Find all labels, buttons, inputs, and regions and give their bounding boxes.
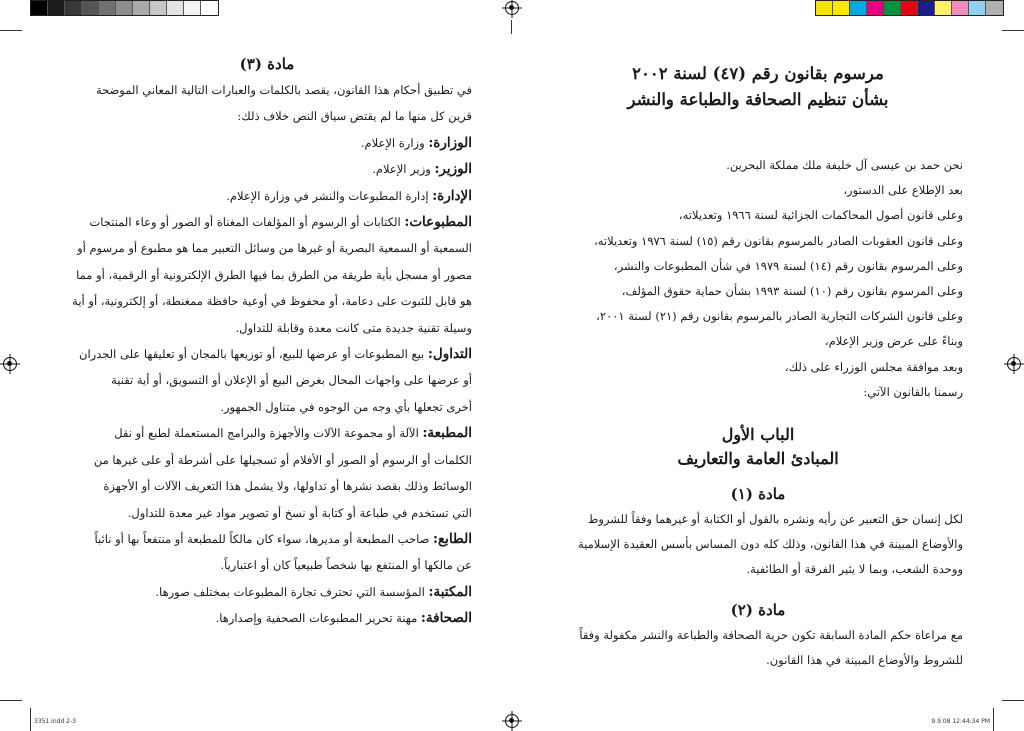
definition-continuation-line: أخرى تجعلها بأي وجه من الوجوه في متناول الجمهور. xyxy=(220,399,472,414)
definition-ministry xyxy=(62,130,472,156)
crop-mark xyxy=(0,30,22,31)
grayscale-calibration-bar xyxy=(30,0,219,16)
crop-mark xyxy=(1002,30,1024,31)
preamble-line: بعد الإطلاع على الدستور، xyxy=(843,183,963,198)
gray-swatch xyxy=(99,1,116,15)
right-page xyxy=(553,55,963,673)
color-swatch xyxy=(901,1,918,15)
slug-file-name: 3351.indd 2-3 xyxy=(34,718,76,725)
gray-swatch xyxy=(31,1,48,15)
decree-title-line: بشأن تنظيم الصحافة والطباعة والنشر xyxy=(627,90,889,109)
color-swatch xyxy=(833,1,850,15)
crop-mark xyxy=(511,20,512,34)
definition-continuation-line: أو عرضها على واجهات المحال بغرض البيع أو الإعلان أو التسويق، أو أية تقنية xyxy=(111,373,472,388)
crop-mark xyxy=(1002,700,1024,701)
preamble-line: وعلى قانون أصول المحاكمات الجزائية لسنة ١٩٦٦ وتعديلاته، xyxy=(678,208,963,223)
definition-continuation-line: الكلمات أو الرسوم أو الصور أو الأفلام أو تسجيلها على أشرطة أو على غيرها من xyxy=(93,452,472,467)
gray-swatch xyxy=(150,1,167,15)
definition-text: المؤسسة التي تحترف تجارة المطبوعات بمختلف صورها. xyxy=(155,584,429,599)
definition-term: التداول: xyxy=(427,346,472,363)
preamble-line: وعلى المرسوم بقانون رقم (١٤) لسنة ١٩٧٩ في شأن المطبوعات والنشر، xyxy=(613,258,963,273)
definition-journalism xyxy=(62,605,472,631)
definition-library xyxy=(62,579,472,605)
definition-text: صاحب المطبعة أو مديرها، سواء كان مالكاً للمطبعة أو منتفعاً بها أو نائباً xyxy=(94,531,434,546)
preamble-line: رسمنا بالقانون الآتي: xyxy=(863,384,963,399)
crop-mark xyxy=(993,708,994,731)
slug-timestamp: 9.9.08 12:44:34 PM xyxy=(931,718,990,725)
definition-term: المطبعة: xyxy=(422,425,472,442)
preamble-line: وعلى قانون الشركات التجارية الصادر بالمرسوم بقانون رقم (٢١) لسنة ٢٠٠١، xyxy=(596,309,963,324)
definition-term: الإدارة: xyxy=(432,187,472,204)
crop-mark xyxy=(30,708,31,731)
definition-continuation-line: مصور أو مسجل بأية طريقة من الطرق بما فيها الطرق الإلكترونية أو الرقمية، أو مما xyxy=(76,267,472,282)
definition-term: المكتبة: xyxy=(428,583,472,600)
article-2-line: للشروط والأوضاع المبينة في هذا القانون. xyxy=(766,652,963,667)
definition-continuation-line: هو قابل للثبوت على دعامة، أو محفوظ في أوعية حافظة ممغنطة، أو إلكترونية، أو أية xyxy=(72,294,472,309)
registration-mark-icon xyxy=(3,357,17,371)
definition-printer xyxy=(62,526,472,552)
preamble xyxy=(553,153,963,405)
gray-swatch xyxy=(116,1,133,15)
definition-continuation-line: الوسائط وذلك بقصد نشرها أو تداولها، ولا يشمل هذا التعريف الآلات أو الأجهزة xyxy=(103,479,472,494)
gray-swatch xyxy=(167,1,184,15)
gray-swatch xyxy=(133,1,150,15)
definition-term: الوزارة: xyxy=(428,134,472,151)
preamble-line: وعلى المرسوم بقانون رقم (١٠) لسنة ١٩٩٣ بشأن حماية حقوق المؤلف، xyxy=(621,284,963,299)
gray-swatch xyxy=(184,1,201,15)
article-2 xyxy=(553,601,963,673)
preamble-line: وبعد موافقة مجلس الوزراء على ذلك، xyxy=(784,359,963,374)
article-1 xyxy=(553,485,963,583)
definition-text: مهنة تحرير المطبوعات الصحفية وإصدارها. xyxy=(215,611,421,626)
left-page xyxy=(62,55,472,632)
definition-printing-press xyxy=(62,420,472,446)
gray-swatch xyxy=(48,1,65,15)
decree-title-line: مرسوم بقانون رقم (٤٧) لسنة ٢٠٠٢ xyxy=(632,64,884,83)
article-2-title: مادة (٢) xyxy=(730,600,786,619)
color-calibration-bar xyxy=(815,0,1004,16)
registration-mark-icon xyxy=(505,714,519,728)
definition-term: الصحافة: xyxy=(420,610,472,627)
color-swatch xyxy=(935,1,952,15)
definition-term: المطبوعات: xyxy=(404,214,472,231)
article-2-line: مع مراعاة حكم المادة السابقة تكون حرية الصحافة والطباعة والنشر مكفولة وفقاً xyxy=(579,627,963,642)
article-3-intro-line: قرين كل منها ما لم يقتض سياق النص خلاف ذلك: xyxy=(237,109,472,124)
chapter-subtitle: المبادئ العامة والتعاريف xyxy=(677,449,839,469)
preamble-line: نحن حمد بن عيسى آل خليفة ملك مملكة البحرين. xyxy=(726,158,963,172)
article-3-title: مادة (٣) xyxy=(239,55,295,73)
definition-term: الطابع: xyxy=(433,530,472,547)
color-swatch xyxy=(884,1,901,15)
color-swatch xyxy=(986,1,1003,15)
definition-continuation-line: عن مالكها أو المنتفع بها شخصاً طبيعياً كان أو اعتبارياً. xyxy=(220,558,472,573)
article-1-line: والأوضاع المبينة في هذا القانون، وذلك كله دون المساس بأسس العقيدة الإسلامية xyxy=(577,537,963,552)
article-1-title: مادة (١) xyxy=(730,485,786,504)
definition-term: الوزير: xyxy=(434,161,472,178)
article-1-line: ووحدة الشعب، وبما لا يثير الفرقة أو الطائفية. xyxy=(746,562,963,577)
definition-text: الآلة أو مجموعة الآلات والأجهزة والبرامج المستعملة لطبع أو نقل xyxy=(114,426,423,441)
preamble-line: وبناءً على عرض وزير الإعلام، xyxy=(824,334,963,349)
registration-mark-icon xyxy=(1007,357,1021,371)
definition-circulation xyxy=(62,341,472,367)
gray-swatch xyxy=(65,1,82,15)
crop-mark xyxy=(0,700,22,701)
preamble-line: وعلى قانون العقوبات الصادر بالمرسوم بقانون رقم (١٥) لسنة ١٩٧٦ وتعديلاته، xyxy=(594,233,963,248)
gray-swatch xyxy=(82,1,99,15)
definition-continuation-line: وسيلة تقنية جديدة متى كانت معدة وقابلة للتداول. xyxy=(235,320,472,335)
chapter-title: الباب الأول xyxy=(721,425,795,445)
article-3-intro-line: في تطبيق أحكام هذا القانون، يقصد بالكلمات والعبارات التالية المعاني الموضحة xyxy=(95,83,472,97)
article-1-line: لكل إنسان حق التعبير عن رأيه ونشره بالقول أو الكتابة أو غيرهما وفقاً للشروط xyxy=(587,512,963,527)
definition-text: وزير الإعلام. xyxy=(372,162,435,177)
definition-continuation-line: التي تستخدم في طباعة أو كتابة أو نسخ أو تصوير مواد غير معدة للتداول. xyxy=(127,505,472,520)
definition-text: بيع المطبوعات أو عرضها للبيع، أو توزيعها بالمجان أو تعليقها على الجدران xyxy=(79,347,428,362)
definition-publications xyxy=(62,209,472,235)
gray-swatch xyxy=(201,1,218,15)
definition-administration xyxy=(62,183,472,209)
definition-text: إدارة المطبوعات والنشر في وزارة الإعلام. xyxy=(226,188,433,203)
color-swatch xyxy=(918,1,935,15)
color-swatch xyxy=(850,1,867,15)
definition-text: الكتابات أو الرسوم أو المؤلفات المغناة أو الصور أو وعاء المنتجات xyxy=(89,215,405,230)
decree-title xyxy=(553,61,963,113)
color-swatch xyxy=(969,1,986,15)
color-swatch xyxy=(816,1,833,15)
color-swatch xyxy=(952,1,969,15)
chapter-heading xyxy=(553,423,963,471)
registration-mark-icon xyxy=(505,1,519,15)
definition-continuation-line: السمعية أو السمعية البصرية أو غيرها من وسائل التعبير مما هو مطبوع أو مرسوم أو xyxy=(77,241,472,256)
definition-minister xyxy=(62,156,472,182)
definition-text: وزارة الإعلام. xyxy=(360,135,429,150)
color-swatch xyxy=(867,1,884,15)
